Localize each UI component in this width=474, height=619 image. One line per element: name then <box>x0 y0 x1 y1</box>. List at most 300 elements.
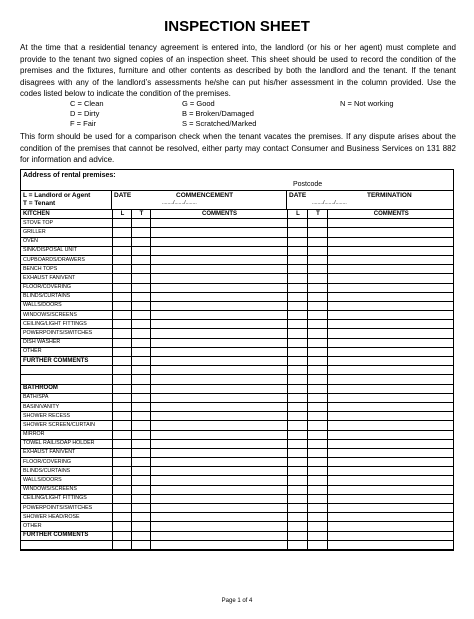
inspection-form <box>20 169 454 551</box>
termination-tenant-cell[interactable] <box>307 531 327 540</box>
termination-landlord-cell[interactable] <box>287 246 307 255</box>
termination-tenant-cell[interactable] <box>307 219 327 228</box>
row-label: BLINDS/CURTAINS <box>21 467 112 476</box>
commencement-date-field[interactable]: ......../......./........ <box>162 200 197 206</box>
table-row <box>21 228 453 237</box>
termination-tenant-cell[interactable] <box>307 375 327 384</box>
termination-landlord-cell[interactable] <box>287 430 307 439</box>
termination-landlord-cell[interactable] <box>287 338 307 347</box>
termination-landlord-cell[interactable] <box>287 448 307 457</box>
table-row <box>21 375 453 384</box>
termination-comments-cell[interactable] <box>327 320 453 329</box>
commencement-tenant-cell[interactable] <box>131 504 150 513</box>
termination-tenant-cell[interactable] <box>307 485 327 494</box>
commencement-comments-cell[interactable] <box>150 366 287 375</box>
table-row <box>21 274 453 283</box>
termination-landlord-cell[interactable] <box>287 412 307 421</box>
commencement-landlord-cell[interactable] <box>112 393 131 402</box>
row-label: SHOWER SCREEN/CURTAIN <box>21 421 112 430</box>
termination-comments-cell[interactable] <box>327 375 453 384</box>
table-row <box>21 485 453 494</box>
termination-landlord-cell[interactable] <box>287 301 307 310</box>
table-row <box>21 439 453 448</box>
commencement-tenant-cell[interactable] <box>131 274 150 283</box>
row-label: WINDOWS/SCREENS <box>21 311 112 320</box>
termination-landlord-cell[interactable] <box>287 255 307 264</box>
termination-tenant-cell[interactable] <box>307 412 327 421</box>
termination-tenant-cell[interactable] <box>307 338 327 347</box>
commencement-comments-cell[interactable] <box>150 274 287 283</box>
commencement-landlord-cell[interactable] <box>112 421 131 430</box>
termination-comments-cell[interactable] <box>327 237 453 246</box>
dispute-paragraph: This form should be used for a comparison check when the tenant vacates the premises. If any dispute arises about the condition of the premises that cannot be resolved, either party may contact Consumer and Business Services on 131 882 for information and advice. <box>20 132 456 164</box>
termination-landlord-cell[interactable] <box>287 274 307 283</box>
termination-tenant-cell[interactable] <box>307 384 327 393</box>
row-label: BLINDS/CURTAINS <box>21 292 112 301</box>
commencement-comments-cell[interactable] <box>150 485 287 494</box>
table-row <box>21 476 453 485</box>
termination-tenant-cell[interactable] <box>307 421 327 430</box>
commencement-comments-cell[interactable] <box>150 384 287 393</box>
termination-landlord-cell[interactable] <box>287 375 307 384</box>
commencement-comments-cell[interactable] <box>150 467 287 476</box>
commencement-tenant-cell[interactable] <box>131 412 150 421</box>
code-item: N = Not working <box>340 99 394 108</box>
termination-landlord-cell[interactable] <box>287 458 307 467</box>
termination-comments-cell[interactable] <box>327 228 453 237</box>
commencement-comments-cell[interactable] <box>150 219 287 228</box>
table-row <box>21 540 453 549</box>
commencement-tenant-cell[interactable] <box>131 311 150 320</box>
row-label: CEILING/LIGHT FITTINGS <box>21 494 112 503</box>
termination-tenant-cell[interactable] <box>307 246 327 255</box>
termination-tenant-cell[interactable] <box>307 366 327 375</box>
row-label: FLOOR/COVERING <box>21 283 112 292</box>
commencement-landlord-cell[interactable] <box>112 219 131 228</box>
termination-tenant-cell[interactable] <box>307 522 327 531</box>
commencement-tenant-cell[interactable] <box>131 301 150 310</box>
termination-landlord-cell[interactable] <box>287 476 307 485</box>
commencement-landlord-cell[interactable] <box>112 504 131 513</box>
commencement-landlord-cell[interactable] <box>112 439 131 448</box>
termination-landlord-cell[interactable] <box>287 402 307 411</box>
table-row <box>21 357 453 366</box>
code-item: S = Scratched/Marked <box>182 119 257 128</box>
table-row <box>21 458 453 467</box>
commencement-landlord-cell[interactable] <box>112 301 131 310</box>
commencement-tenant-cell[interactable] <box>131 467 150 476</box>
termination-tenant-cell[interactable] <box>307 237 327 246</box>
commencement-comments-cell[interactable] <box>150 283 287 292</box>
commencement-tenant-cell[interactable] <box>131 228 150 237</box>
commencement-tenant-cell[interactable] <box>131 338 150 347</box>
commencement-tenant-cell[interactable] <box>131 384 150 393</box>
table-row <box>21 402 453 411</box>
termination-landlord-cell[interactable] <box>287 219 307 228</box>
row-label: GRILLER <box>21 228 112 237</box>
commencement-landlord-cell[interactable] <box>112 228 131 237</box>
commencement-tenant-cell[interactable] <box>131 375 150 384</box>
commencement-landlord-cell[interactable] <box>112 311 131 320</box>
commencement-comments-cell[interactable] <box>150 237 287 246</box>
commencement-comments-cell[interactable] <box>150 494 287 503</box>
commencement-comments-cell[interactable] <box>150 311 287 320</box>
commencement-comments-cell[interactable] <box>150 375 287 384</box>
commencement-tenant-cell[interactable] <box>131 421 150 430</box>
termination-landlord-cell[interactable] <box>287 384 307 393</box>
row-label: SHOWER HEAD/ROSE <box>21 513 112 522</box>
commencement-tenant-cell[interactable] <box>131 320 150 329</box>
termination-comments-cell[interactable] <box>327 357 453 366</box>
table-row <box>21 494 453 503</box>
termination-comments-cell[interactable] <box>327 467 453 476</box>
address-field[interactable] <box>21 170 453 191</box>
commencement-tenant-cell[interactable] <box>131 357 150 366</box>
termination-tenant-cell[interactable] <box>307 439 327 448</box>
termination-comments-cell[interactable] <box>327 421 453 430</box>
termination-comments-cell[interactable] <box>327 513 453 522</box>
row-label: KITCHEN <box>21 210 112 219</box>
commencement-landlord-cell[interactable] <box>112 366 131 375</box>
commencement-comments-cell[interactable] <box>150 430 287 439</box>
commencement-tenant-cell[interactable] <box>131 329 150 338</box>
commencement-landlord-cell[interactable] <box>112 522 131 531</box>
commencement-landlord-cell[interactable] <box>112 338 131 347</box>
commencement-comments-cell[interactable] <box>150 531 287 540</box>
termination-landlord-cell[interactable] <box>287 467 307 476</box>
termination-label: TERMINATION <box>367 192 412 199</box>
commencement-comments-cell[interactable] <box>150 265 287 274</box>
termination-landlord-cell[interactable] <box>287 485 307 494</box>
table-row <box>21 301 453 310</box>
code-item <box>340 119 460 129</box>
commencement-tenant-cell[interactable] <box>131 485 150 494</box>
row-label: MIRROR <box>21 430 112 439</box>
termination-tenant-cell[interactable] <box>307 311 327 320</box>
row-label: WINDOWS/SCREENS <box>21 485 112 494</box>
commencement-landlord-cell[interactable] <box>112 485 131 494</box>
termination-comments-cell[interactable] <box>327 246 453 255</box>
table-row <box>21 421 453 430</box>
commencement-landlord-cell[interactable] <box>112 384 131 393</box>
termination-tenant-cell[interactable] <box>307 228 327 237</box>
termination-landlord-cell[interactable] <box>287 504 307 513</box>
commencement-comments-cell[interactable] <box>150 329 287 338</box>
commencement-cell[interactable] <box>112 191 287 209</box>
commencement-comments-cell[interactable] <box>150 393 287 402</box>
termination-tenant-cell[interactable] <box>307 467 327 476</box>
commencement-landlord-cell[interactable] <box>112 237 131 246</box>
row-label: SHOWER RECESS <box>21 412 112 421</box>
row-label: STOVE TOP <box>21 219 112 228</box>
termination-landlord-cell[interactable] <box>287 531 307 540</box>
commencement-tenant-cell[interactable] <box>131 513 150 522</box>
termination-tenant-cell[interactable] <box>307 347 327 356</box>
row-label: WALLS/DOORS <box>21 301 112 310</box>
row-label: POWERPOINTS/SWITCHES <box>21 329 112 338</box>
commencement-landlord-cell[interactable] <box>112 412 131 421</box>
termination-landlord-cell[interactable] <box>287 228 307 237</box>
commencement-landlord-cell[interactable] <box>112 329 131 338</box>
commencement-tenant-cell[interactable] <box>131 430 150 439</box>
commencement-comments-cell: COMMENTS <box>150 210 287 219</box>
row-label <box>21 540 112 549</box>
termination-date-field[interactable]: ......../......./........ <box>312 200 347 206</box>
commencement-landlord-cell[interactable] <box>112 476 131 485</box>
inspection-table <box>21 210 453 550</box>
table-row <box>21 513 453 522</box>
row-label: FLOOR/COVERING <box>21 458 112 467</box>
termination-tenant-cell[interactable] <box>307 301 327 310</box>
termination-comments-cell[interactable] <box>327 522 453 531</box>
code-item: C = Clean <box>70 99 104 108</box>
commencement-comments-cell[interactable] <box>150 255 287 264</box>
commencement-comments-cell[interactable] <box>150 402 287 411</box>
termination-landlord-cell[interactable] <box>287 366 307 375</box>
commencement-landlord-cell[interactable] <box>112 430 131 439</box>
commencement-landlord-cell: L <box>112 210 131 219</box>
termination-comments-cell[interactable] <box>327 402 453 411</box>
termination-comments-cell[interactable] <box>327 430 453 439</box>
commencement-landlord-cell[interactable] <box>112 494 131 503</box>
row-label: BATH/SPA <box>21 393 112 402</box>
commencement-tenant-cell[interactable] <box>131 255 150 264</box>
commencement-tenant-cell[interactable] <box>131 476 150 485</box>
code-item: F = Fair <box>70 119 97 128</box>
termination-comments-cell[interactable] <box>327 393 453 402</box>
table-row <box>21 329 453 338</box>
commencement-tenant-cell[interactable] <box>131 494 150 503</box>
commencement-comments-cell[interactable] <box>150 448 287 457</box>
termination-tenant-cell[interactable] <box>307 504 327 513</box>
commencement-tenant-cell[interactable] <box>131 522 150 531</box>
commencement-tenant-cell[interactable] <box>131 366 150 375</box>
commencement-landlord-cell[interactable] <box>112 320 131 329</box>
termination-tenant-cell[interactable] <box>307 292 327 301</box>
termination-comments-cell[interactable] <box>327 504 453 513</box>
table-row <box>21 219 453 228</box>
commencement-comments-cell[interactable] <box>150 522 287 531</box>
termination-tenant-cell[interactable] <box>307 357 327 366</box>
table-row <box>21 393 453 402</box>
commencement-comments-cell[interactable] <box>150 320 287 329</box>
commencement-tenant-cell[interactable] <box>131 448 150 457</box>
commencement-landlord-cell[interactable] <box>112 540 131 549</box>
termination-cell[interactable] <box>287 191 455 209</box>
termination-comments-cell[interactable] <box>327 347 453 356</box>
termination-landlord-cell[interactable] <box>287 283 307 292</box>
code-item <box>340 109 460 119</box>
termination-comments-cell[interactable] <box>327 265 453 274</box>
commencement-comments-cell[interactable] <box>150 228 287 237</box>
commencement-comments-cell[interactable] <box>150 301 287 310</box>
commencement-label: COMMENCEMENT <box>176 192 234 199</box>
row-label: CUPBOARDS/DRAWERS <box>21 255 112 264</box>
termination-landlord-cell[interactable] <box>287 513 307 522</box>
termination-landlord-cell[interactable] <box>287 494 307 503</box>
termination-tenant-cell[interactable] <box>307 448 327 457</box>
commencement-comments-cell[interactable] <box>150 421 287 430</box>
table-row <box>21 522 453 531</box>
termination-comments-cell[interactable] <box>327 301 453 310</box>
termination-comments-cell[interactable] <box>327 476 453 485</box>
commencement-comments-cell[interactable] <box>150 338 287 347</box>
termination-comments-cell[interactable] <box>327 458 453 467</box>
termination-tenant-cell: T <box>307 210 327 219</box>
commencement-date-label: DATE <box>114 192 132 199</box>
commencement-landlord-cell[interactable] <box>112 402 131 411</box>
termination-comments-cell[interactable] <box>327 311 453 320</box>
commencement-landlord-cell[interactable] <box>112 274 131 283</box>
termination-landlord-cell[interactable] <box>287 265 307 274</box>
termination-tenant-cell[interactable] <box>307 540 327 549</box>
tenant-legend: T = Tenant <box>23 200 56 207</box>
commencement-comments-cell[interactable] <box>150 412 287 421</box>
termination-landlord-cell[interactable] <box>287 540 307 549</box>
row-label: EXHAUST FAN/VENT <box>21 448 112 457</box>
termination-landlord-cell[interactable] <box>287 393 307 402</box>
termination-tenant-cell[interactable] <box>307 513 327 522</box>
commencement-tenant-cell[interactable] <box>131 402 150 411</box>
termination-landlord-cell[interactable] <box>287 439 307 448</box>
termination-comments-cell[interactable] <box>327 274 453 283</box>
commencement-tenant-cell[interactable] <box>131 531 150 540</box>
termination-comments-cell[interactable] <box>327 338 453 347</box>
termination-tenant-cell[interactable] <box>307 265 327 274</box>
form-header <box>21 191 453 210</box>
termination-comments-cell[interactable] <box>327 329 453 338</box>
commencement-landlord-cell[interactable] <box>112 448 131 457</box>
page-number: Page 1 of 4 <box>221 598 253 604</box>
commencement-landlord-cell[interactable] <box>112 375 131 384</box>
commencement-comments-cell[interactable] <box>150 439 287 448</box>
row-label: BENCH TOPS <box>21 265 112 274</box>
commencement-comments-cell[interactable] <box>150 347 287 356</box>
row-label: BATHROOM <box>21 384 112 393</box>
row-label: SINK/DISPOSAL UNIT <box>21 246 112 255</box>
table-row <box>21 366 453 375</box>
commencement-tenant-cell[interactable] <box>131 237 150 246</box>
termination-comments-cell[interactable] <box>327 283 453 292</box>
termination-landlord-cell[interactable] <box>287 347 307 356</box>
commencement-comments-cell[interactable] <box>150 357 287 366</box>
termination-tenant-cell[interactable] <box>307 494 327 503</box>
commencement-landlord-cell[interactable] <box>112 357 131 366</box>
row-label: FURTHER COMMENTS <box>21 531 112 540</box>
commencement-tenant-cell[interactable] <box>131 292 150 301</box>
termination-landlord-cell[interactable] <box>287 292 307 301</box>
termination-comments-cell[interactable] <box>327 485 453 494</box>
termination-tenant-cell[interactable] <box>307 476 327 485</box>
termination-comments-cell[interactable] <box>327 448 453 457</box>
termination-comments-cell[interactable] <box>327 494 453 503</box>
commencement-tenant-cell[interactable] <box>131 265 150 274</box>
termination-tenant-cell[interactable] <box>307 329 327 338</box>
termination-tenant-cell[interactable] <box>307 320 327 329</box>
termination-comments-cell[interactable] <box>327 540 453 549</box>
commencement-landlord-cell[interactable] <box>112 458 131 467</box>
commencement-comments-cell[interactable] <box>150 513 287 522</box>
commencement-tenant-cell[interactable] <box>131 283 150 292</box>
termination-tenant-cell[interactable] <box>307 430 327 439</box>
commencement-landlord-cell[interactable] <box>112 283 131 292</box>
termination-comments-cell[interactable] <box>327 412 453 421</box>
commencement-tenant-cell[interactable] <box>131 246 150 255</box>
commencement-tenant-cell[interactable] <box>131 458 150 467</box>
termination-tenant-cell[interactable] <box>307 393 327 402</box>
page-title: INSPECTION SHEET <box>164 18 310 35</box>
table-row <box>21 283 453 292</box>
condition-codes <box>70 99 460 129</box>
table-row <box>21 504 453 513</box>
landlord-legend: L = Landlord or Agent <box>23 192 91 199</box>
commencement-comments-cell[interactable] <box>150 458 287 467</box>
code-item: D = Dirty <box>70 109 100 118</box>
termination-tenant-cell[interactable] <box>307 255 327 264</box>
termination-landlord-cell[interactable] <box>287 421 307 430</box>
commencement-landlord-cell[interactable] <box>112 246 131 255</box>
table-row <box>21 320 453 329</box>
commencement-landlord-cell[interactable] <box>112 531 131 540</box>
commencement-comments-cell[interactable] <box>150 246 287 255</box>
termination-landlord-cell[interactable] <box>287 311 307 320</box>
termination-landlord-cell[interactable] <box>287 522 307 531</box>
commencement-tenant-cell[interactable] <box>131 439 150 448</box>
commencement-landlord-cell[interactable] <box>112 292 131 301</box>
termination-landlord-cell[interactable] <box>287 357 307 366</box>
termination-tenant-cell[interactable] <box>307 283 327 292</box>
commencement-tenant-cell[interactable] <box>131 540 150 549</box>
termination-comments-cell[interactable] <box>327 219 453 228</box>
termination-comments-cell[interactable] <box>327 366 453 375</box>
termination-tenant-cell[interactable] <box>307 402 327 411</box>
termination-date-label: DATE <box>289 192 307 199</box>
termination-comments-cell[interactable] <box>327 439 453 448</box>
termination-tenant-cell[interactable] <box>307 458 327 467</box>
table-row <box>21 246 453 255</box>
table-row <box>21 384 453 393</box>
commencement-tenant-cell[interactable] <box>131 347 150 356</box>
commencement-comments-cell[interactable] <box>150 540 287 549</box>
row-label <box>21 366 112 375</box>
commencement-landlord-cell[interactable] <box>112 265 131 274</box>
table-row <box>21 338 453 347</box>
commencement-landlord-cell[interactable] <box>112 513 131 522</box>
termination-tenant-cell[interactable] <box>307 274 327 283</box>
termination-landlord-cell[interactable] <box>287 237 307 246</box>
commencement-landlord-cell[interactable] <box>112 255 131 264</box>
commencement-landlord-cell[interactable] <box>112 347 131 356</box>
commencement-tenant-cell[interactable] <box>131 393 150 402</box>
termination-landlord-cell[interactable] <box>287 320 307 329</box>
commencement-tenant-cell[interactable] <box>131 219 150 228</box>
row-label: OTHER <box>21 347 112 356</box>
address-label: Address of rental premises: <box>23 172 116 179</box>
commencement-landlord-cell[interactable] <box>112 467 131 476</box>
commencement-comments-cell[interactable] <box>150 476 287 485</box>
termination-comments-cell[interactable] <box>327 531 453 540</box>
termination-landlord-cell[interactable] <box>287 329 307 338</box>
termination-comments-cell[interactable] <box>327 255 453 264</box>
code-item: B = Broken/Damaged <box>182 109 254 118</box>
commencement-comments-cell[interactable] <box>150 504 287 513</box>
termination-comments-cell[interactable] <box>327 384 453 393</box>
termination-comments-cell[interactable] <box>327 292 453 301</box>
row-label: DISH WASHER <box>21 338 112 347</box>
postcode-label: Postcode <box>293 181 323 188</box>
commencement-tenant-cell: T <box>131 210 150 219</box>
commencement-comments-cell[interactable] <box>150 292 287 301</box>
